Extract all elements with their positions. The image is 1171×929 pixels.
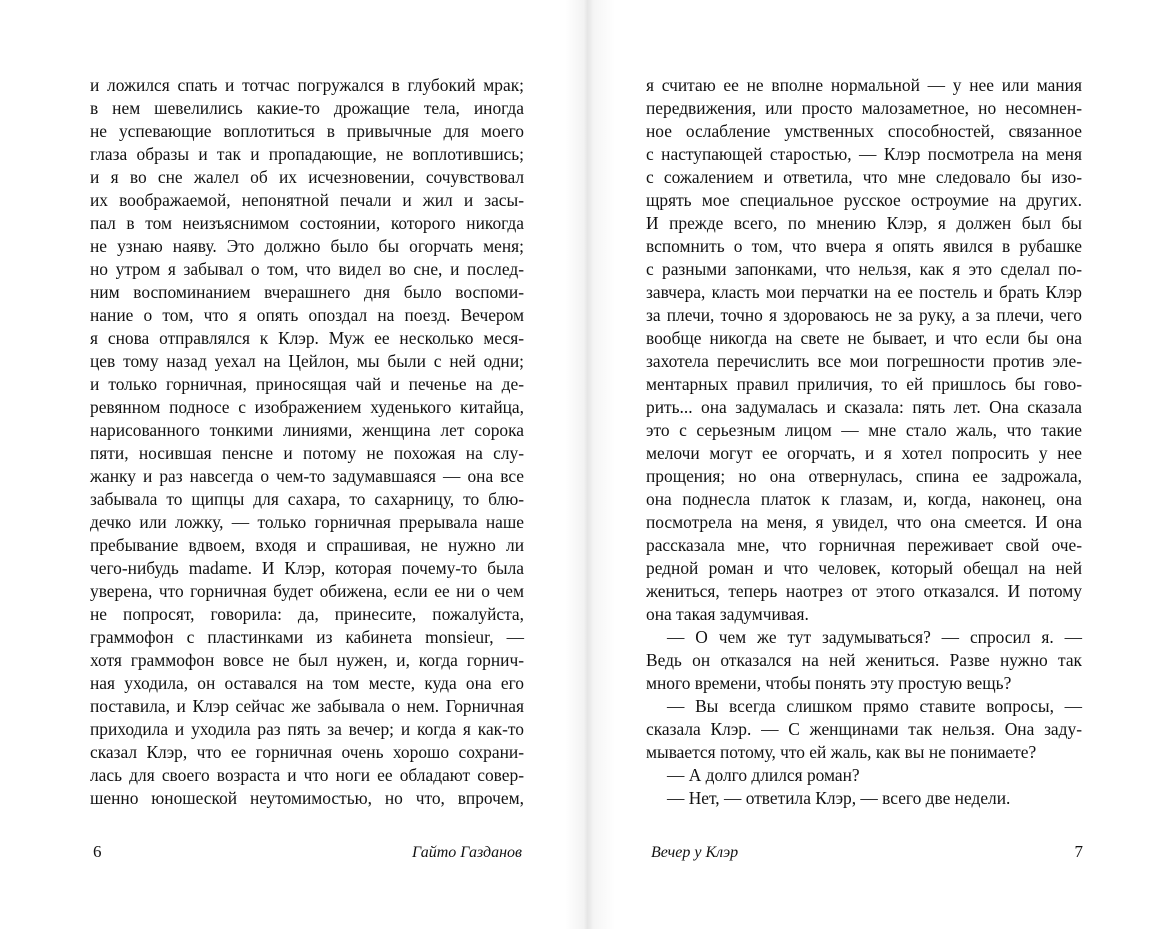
dialogue-line: — О чем же тут задумываться? — спросил я. — <box>667 627 1082 647</box>
text-line: ментарных правил приличия, то ей пришлось бы гово- <box>646 374 1082 394</box>
text-line: жанку и раз навсегда о чем-то задумавшаяся — она все <box>90 466 524 486</box>
text-line: за плечи, точно я здороваюсь не за руку, а за плечи, чего <box>646 305 1082 325</box>
text-line: вспомнить о том, что вчера я опять явился в рубашке <box>646 236 1082 256</box>
text-line: с разными запонками, что нельзя, как я это сделал по- <box>646 259 1082 279</box>
text-line: с наступающей старостью, — Клэр посмотрела на меня <box>646 144 1082 164</box>
text-line: хотя граммофон вовсе не был нужен, и, когда горнич- <box>90 650 524 670</box>
text-line: мелочи могут ее огорчать, и я хотел попросить у нее <box>646 443 1082 463</box>
text-line: чего-нибудь madame. И Клэр, которая почему-то была <box>90 558 524 578</box>
text-line: сказала Клэр. — С женщинами так нельзя. Она заду- <box>646 719 1082 739</box>
text-line: цев тому назад уехал на Цейлон, мы были с ней одни; <box>90 351 524 371</box>
text-line: и я во сне жалел об их исчезновении, сочувствовал <box>90 167 524 187</box>
text-line: но утром я забывал о том, что видел во сне, и послед- <box>90 259 524 279</box>
text-line: ная уходила, он оставался на том месте, куда она его <box>90 673 524 693</box>
text-line: граммофон с пластинками из кабинета monsieur, — <box>90 627 524 647</box>
left-page-text <box>90 74 524 810</box>
text-line: она поднесла платок к глазам, и, когда, наконец, она <box>646 489 1082 509</box>
text-line: приходила и уходила раз пять за вечер; и когда я как-то <box>90 719 524 739</box>
text-line: забывала то щипцы для сахара, то сахарницу, то блю- <box>90 489 524 509</box>
text-line: мывается потому, что ей жаль, как вы не понимаете? <box>646 742 1037 762</box>
dialogue-line: — Вы всегда слишком прямо ставите вопросы, — <box>667 696 1082 716</box>
dialogue-line: — Нет, — ответила Клэр, — всего две недели. <box>667 788 1011 808</box>
text-line: я считаю ее не вполне нормальной — у нее или мания <box>646 75 1082 95</box>
text-line: ним воспоминанием вчерашнего дня было воспоми- <box>90 282 524 302</box>
text-line: рить... она задумалась и сказала: пять лет. Она сказала <box>646 397 1082 417</box>
text-line: ное ослабление умственных способностей, связанное <box>646 121 1082 141</box>
text-line: нарисованного тонкими линиями, женщина лет сорока <box>90 420 524 440</box>
text-line: и только горничная, приносящая чай и печенье на де- <box>90 374 524 394</box>
text-line: уверена, что горничная будет обижена, если ее ни о чем <box>90 581 524 601</box>
text-line: поставила, и Клэр сейчас же забывала о нем. Горничная <box>90 696 524 716</box>
page-number: 7 <box>1074 842 1083 861</box>
text-line: прощения; но она отвернулась, спина ее задрожала, <box>646 466 1082 486</box>
text-line: их воображаемой, непонятной печали и жил и засы- <box>90 190 524 210</box>
text-line: завчера, класть мои перчатки на ее постель и брать Клэр <box>646 282 1082 302</box>
running-head-author: Гайто Газданов <box>412 844 522 861</box>
text-line: пребывание вдвоем, входя и спрашивая, не нужно ли <box>90 535 524 555</box>
text-line: глаза образы и так и пропадающие, не воплотившись; <box>90 144 524 164</box>
left-page <box>0 0 585 929</box>
right-page <box>585 0 1171 929</box>
text-line: И прежде всего, по мнению Клэр, я должен был бы <box>646 213 1082 233</box>
text-line: нание о том, что я опять опоздал на поезд. Вечером <box>90 305 524 325</box>
page-number: 6 <box>93 842 102 861</box>
text-line: рассказала мне, что горничная переживает свой оче- <box>646 535 1082 555</box>
text-line: не попросят, говорила: да, принесите, пожалуйста, <box>90 604 524 624</box>
text-line: лась для своего возраста и что ноги ее обладают совер- <box>90 765 524 785</box>
text-line: это с серьезным лицом — мне стало жаль, что такие <box>646 420 1082 440</box>
text-line: она такая задумчивая. <box>646 604 809 624</box>
text-line: редной роман и что человек, который обещал на ней <box>646 558 1082 578</box>
text-line: вообще никогда на свете не бывает, и что если бы она <box>646 328 1082 348</box>
text-line: я снова отправлялся к Клэр. Муж ее несколько меся- <box>90 328 524 348</box>
text-line: дечко или ложку, — только горничная прерывала наше <box>90 512 524 532</box>
right-page-text <box>646 74 1082 810</box>
text-line: захотела перечислить все мои погрешности против эле- <box>646 351 1082 371</box>
text-line: не узнаю наяву. Это должно было бы огорчать меня; <box>90 236 524 256</box>
text-line: пяти, носившая пенсне и потому не похожая на слу- <box>90 443 524 463</box>
text-line: не успевающие воплотиться в привычные для моего <box>90 121 524 141</box>
text-line: сказал Клэр, что ее горничная очень хорошо сохрани- <box>90 742 524 762</box>
running-head-title: Вечер у Клэр <box>651 844 739 861</box>
text-line: посмотрела на меня, я увидел, что она смеется. И она <box>646 512 1082 532</box>
text-line: Ведь он отказался на ней жениться. Разве нужно так <box>646 650 1082 670</box>
text-line: в нем шевелились какие-то дрожащие тела, иногда <box>90 98 524 118</box>
text-line: с сожалением и ответила, что мне следовало бы изо- <box>646 167 1082 187</box>
text-line: много времени, чтобы понять эту простую вещь? <box>646 673 1012 693</box>
text-line: шенно юношеской неутомимостью, но что, впрочем, <box>90 788 524 808</box>
text-line: жениться, теперь наотрез от этого отказался. И потому <box>646 581 1082 601</box>
text-line: пал в том неизъяснимом состоянии, которого никогда <box>90 213 524 233</box>
text-line: ревянном подносе с изображением худенького китайца, <box>90 397 524 417</box>
dialogue-line: — А долго длился роман? <box>667 765 860 785</box>
text-line: и ложился спать и тотчас погружался в глубокий мрак; <box>90 75 524 95</box>
text-line: передвижения, или просто малозаметное, но несомнен- <box>646 98 1082 118</box>
text-line: щрять мое специальное русское остроумие на других. <box>646 190 1082 210</box>
